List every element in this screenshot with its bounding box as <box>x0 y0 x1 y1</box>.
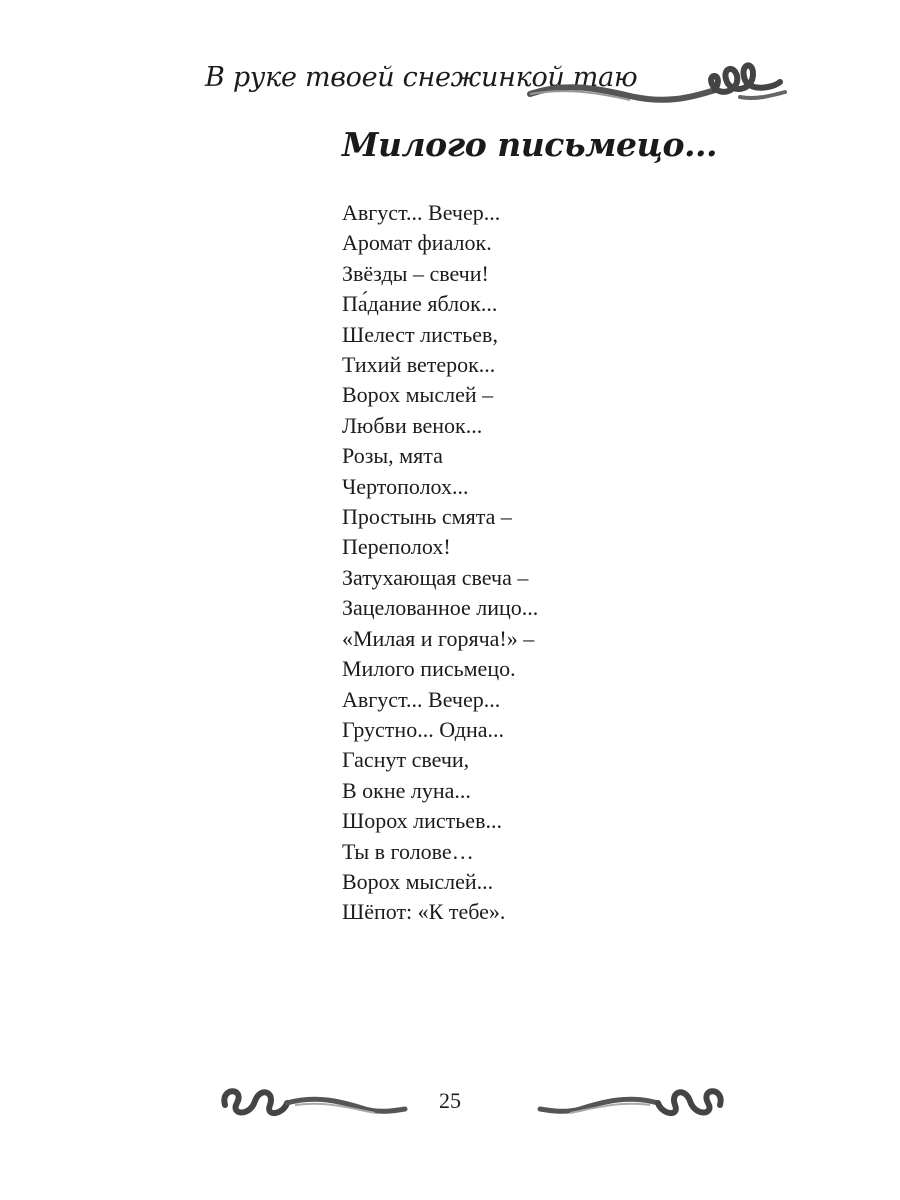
poem-line: Ворох мыслей... <box>342 868 494 894</box>
poem-line: Простынь смята – <box>342 504 512 530</box>
poem-line: Ворох мыслей – <box>342 382 494 408</box>
poem-line: Розы, мята <box>342 443 443 469</box>
page-number: 25 <box>439 1088 461 1113</box>
poem-line: Зацелованное лицо... <box>342 595 539 621</box>
poem-title: Милого письмецо... <box>342 125 717 164</box>
poem-line: Переполох! <box>342 534 451 560</box>
poem-line: «Милая и горяча!» – <box>342 625 535 651</box>
poem-line: Затухающая свеча – <box>342 564 529 590</box>
ribbon-swirl-icon <box>535 1075 730 1125</box>
poem-line: В окне луна... <box>342 777 471 803</box>
ribbon-swirl-icon <box>525 52 790 112</box>
ribbon-swirl-icon <box>215 1075 410 1125</box>
running-header-title: В руке твоей снежинкой таю <box>205 62 638 93</box>
poem-line: Ты в голове… <box>342 838 474 864</box>
poem-line: Аромат фиалок. <box>342 230 492 256</box>
poem-line: Милого письмецо. <box>342 656 516 682</box>
poem-line: Шорох листьев... <box>342 808 502 834</box>
poem-line: Шёпот: «К тебе». <box>342 899 506 925</box>
poem-body <box>342 198 538 928</box>
poem-line: Па́дание яблок... <box>342 291 498 317</box>
poem-line: Звёзды – свечи! <box>342 260 489 286</box>
poem-line: Август... Вечер... <box>342 686 501 712</box>
poem-line: Шелест листьев, <box>342 321 498 347</box>
poem-line: Тихий ветерок... <box>342 352 496 378</box>
poem-line: Август... Вечер... <box>342 200 501 225</box>
poem-line: Чертополох... <box>342 473 469 499</box>
poem-line: Любви венок... <box>342 412 483 438</box>
poem-line: Грустно... Одна... <box>342 716 505 742</box>
poem-line: Гаснут свечи, <box>342 747 470 773</box>
